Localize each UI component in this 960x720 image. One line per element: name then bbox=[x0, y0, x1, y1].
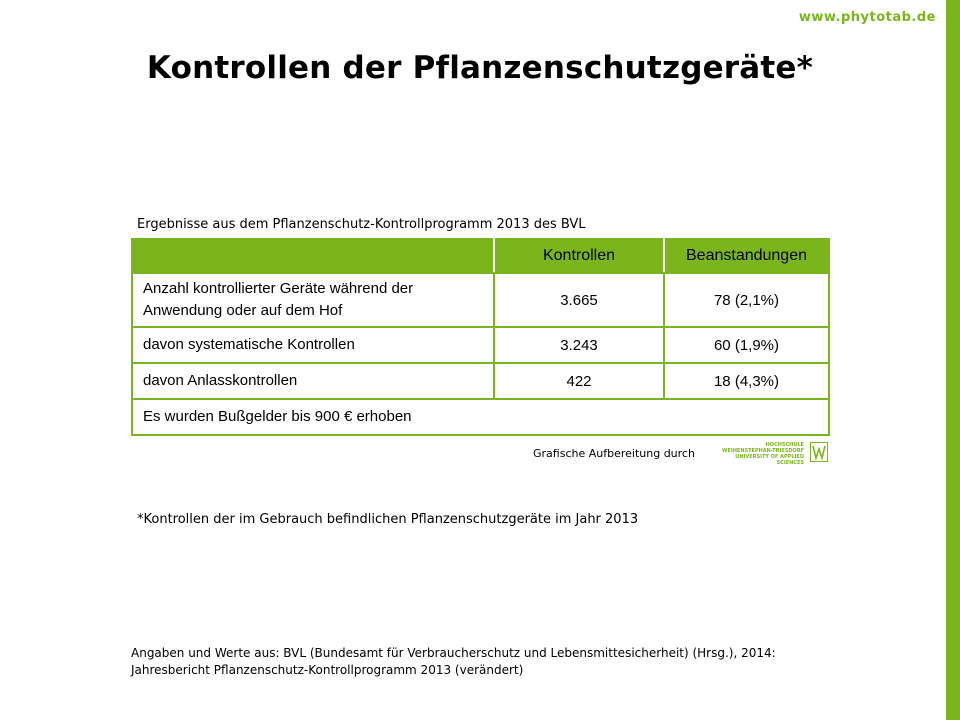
row-label: davon systematische Kontrollen bbox=[132, 327, 494, 363]
source-note: Angaben und Werte aus: BVL (Bundesamt für Verbraucherschutz und Lebensmittesicherheit) (Hrsg.), 2014: Jahresbericht Pflanzenschutz-Kontrollprogramm 2013 (verändert) bbox=[131, 646, 776, 677]
header-kontrollen: Kontrollen bbox=[494, 239, 664, 273]
row-label: davon Anlasskontrollen bbox=[132, 363, 494, 399]
results-table bbox=[131, 238, 830, 436]
row-beanstandungen: 78 (2,1%) bbox=[664, 273, 829, 327]
credit-text: Grafische Aufbereitung durch bbox=[533, 447, 695, 460]
logo-text bbox=[713, 442, 804, 466]
table-note-row bbox=[132, 399, 829, 435]
table-row bbox=[132, 363, 829, 399]
page-title: Kontrollen der Pflanzenschutzgeräte* bbox=[146, 50, 814, 86]
logo-mark-icon bbox=[810, 442, 828, 462]
site-url: www.phytotab.de bbox=[798, 10, 936, 25]
header-beanstandungen: Beanstandungen bbox=[664, 239, 829, 273]
table-caption: Ergebnisse aus dem Pflanzenschutz-Kontrollprogramm 2013 des BVL bbox=[137, 217, 586, 232]
row-beanstandungen: 60 (1,9%) bbox=[664, 327, 829, 363]
row-kontrollen: 422 bbox=[494, 363, 664, 399]
logo-line: WEIHENSTEPHAN-TRIESDORF bbox=[721, 448, 804, 454]
university-logo bbox=[713, 442, 828, 464]
fine-note: Es wurden Bußgelder bis 900 € erhoben bbox=[132, 399, 829, 435]
row-label: Anzahl kontrollierter Geräte während der Anwendung oder auf dem Hof bbox=[132, 273, 494, 327]
row-kontrollen: 3.665 bbox=[494, 273, 664, 327]
table-row bbox=[132, 327, 829, 363]
logo-line: UNIVERSITY OF APPLIED SCIENCES bbox=[735, 454, 804, 466]
logo-line: HOCHSCHULE bbox=[765, 442, 804, 448]
side-accent-bar bbox=[946, 0, 960, 720]
row-beanstandungen: 18 (4,3%) bbox=[664, 363, 829, 399]
footnote: *Kontrollen der im Gebrauch befindlichen Pflanzenschutzgeräte im Jahr 2013 bbox=[137, 512, 639, 527]
row-kontrollen: 3.243 bbox=[494, 327, 664, 363]
table-header-row bbox=[132, 239, 829, 273]
table-row bbox=[132, 273, 829, 327]
header-empty-cell bbox=[132, 239, 494, 273]
